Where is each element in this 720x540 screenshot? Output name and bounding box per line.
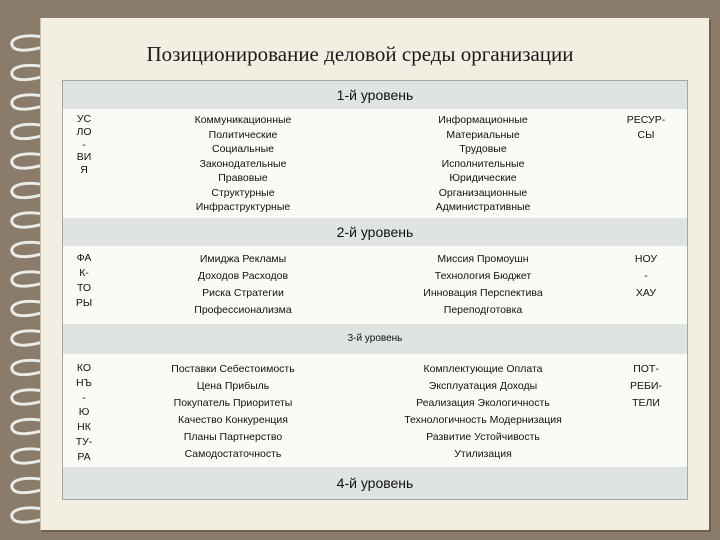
cell-line: НЪ: [76, 376, 92, 389]
cell-line: ТУ-: [75, 435, 93, 448]
cell-line: Административные: [435, 201, 531, 213]
cell-line: -: [82, 138, 86, 151]
cell-line: Развитие Устойчивость: [426, 431, 540, 443]
cell-line: Организационные: [438, 186, 528, 199]
cell-line: Юридические: [449, 172, 517, 184]
row1-label: [67, 113, 101, 177]
cell-line: Реализация Экологичность: [416, 397, 550, 409]
cell-line: Качество Конкуренция: [178, 414, 288, 426]
cell-line: Доходов Расходов: [197, 270, 289, 282]
cell-line: Технологичность Модернизация: [404, 414, 562, 426]
cell-line: Материальные: [446, 128, 520, 141]
cell-line: Миссия Промоушн: [437, 253, 529, 265]
cell-line: Комплектующие Оплата: [423, 363, 543, 375]
cell-line: Я: [80, 164, 88, 177]
cell-line: РЕБИ-: [630, 380, 662, 392]
cell-line: Покупатель Приоритеты: [173, 397, 293, 409]
cell-line: Самодостаточность: [184, 448, 282, 460]
cell-line: Законодательные: [199, 157, 287, 170]
level-3-header: 3-й уровень: [63, 324, 687, 354]
cell-line: Инновация Перспектива: [423, 287, 543, 299]
row2-right: [611, 251, 681, 302]
cell-line: Инфраструктурные: [195, 201, 291, 213]
cell-line: Переподготовка: [443, 304, 523, 316]
cell-line: Трудовые: [459, 143, 507, 155]
cell-line: Поставки Себестоимость: [171, 363, 295, 375]
cell-line: НК: [77, 421, 91, 434]
level-1-header: 1-й уровень: [63, 81, 687, 109]
cell-line: УС: [76, 113, 92, 125]
cell-line: ТО: [76, 282, 92, 294]
cell-line: ФА: [76, 252, 92, 264]
row2-col2: [383, 251, 583, 319]
level-4-header: 4-й уровень: [63, 467, 687, 499]
cell-line: Эксплуатация Доходы: [428, 380, 538, 392]
cell-line: НОУ: [634, 253, 658, 265]
cell-line: Утилизация: [454, 448, 512, 460]
cell-line: Исполнительные: [441, 157, 525, 170]
cell-line: Политические: [208, 128, 278, 141]
cell-line: ТЕЛИ: [632, 397, 660, 409]
environment-table: [62, 80, 688, 500]
cell-line: Планы Партнерство: [183, 431, 283, 443]
cell-line: Профессионализма: [194, 304, 292, 316]
cell-line: -: [644, 270, 648, 282]
cell-line: Цена Прибыль: [196, 380, 270, 392]
cell-line: Ю: [78, 406, 90, 419]
row1-col2: [383, 113, 583, 215]
cell-line: Имиджа Рекламы: [199, 253, 287, 265]
cell-line: Правовые: [218, 172, 268, 184]
row1-col1: [153, 113, 333, 215]
row3-col1: [133, 361, 333, 463]
cell-line: ЛО: [76, 125, 92, 138]
level-2-header: 2-й уровень: [63, 218, 687, 246]
cell-line: Социальные: [212, 143, 274, 155]
cell-line: ПОТ-: [633, 363, 659, 375]
cell-line: Информационные: [438, 114, 528, 126]
cell-line: ВИ: [76, 151, 92, 164]
cell-line: Риска Стратегии: [202, 287, 284, 299]
cell-line: ХАУ: [635, 287, 657, 299]
cell-line: РЫ: [75, 297, 93, 309]
cell-line: КО: [76, 362, 92, 374]
cell-line: Коммуникационные: [194, 114, 292, 126]
cell-line: РА: [77, 450, 91, 463]
cell-line: СЫ: [637, 128, 655, 141]
cell-line: Структурные: [211, 186, 275, 199]
row3-col2: [373, 361, 593, 463]
cell-line: К-: [79, 267, 89, 279]
row3-right: [611, 361, 681, 412]
row2-col1: [153, 251, 333, 319]
row2-label: [67, 251, 101, 311]
row1-right: [611, 113, 681, 142]
cell-line: РЕСУР-: [626, 114, 666, 126]
cell-line: -: [82, 391, 86, 404]
page-title: Позиционирование деловой среды организации: [146, 42, 574, 66]
row3-label: [67, 361, 101, 465]
cell-line: Технология Бюджет: [434, 270, 532, 282]
